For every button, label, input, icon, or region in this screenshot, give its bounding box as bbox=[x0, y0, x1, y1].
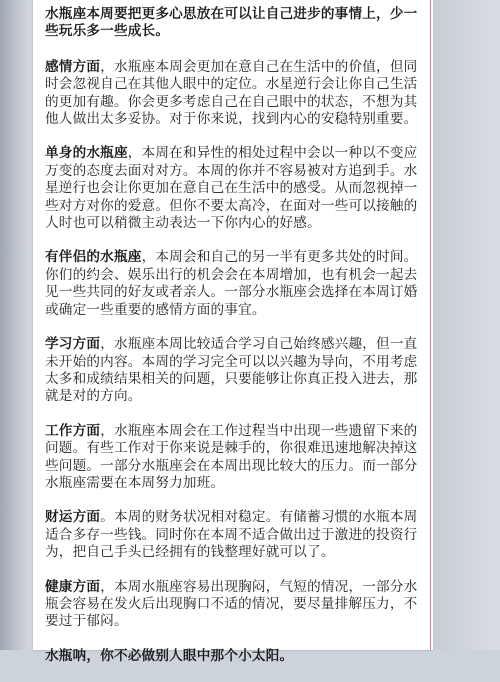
margin-line bbox=[430, 0, 431, 650]
horoscope-article bbox=[45, 6, 425, 682]
section-text: ，水瓶座本周会更加在意自己在生活中的价值，但同时会忽视自己在其他人眼中的定位。水星逆行会让你自己生活的更加有趣。你会更多考虑自己在自己眼中的状态，不想为其他人做出太多妥协。对于你来说，找到内心的安稳特别重要。 bbox=[45, 58, 418, 128]
section-lead: 健康方面 bbox=[45, 578, 101, 595]
section-work bbox=[45, 423, 425, 493]
section-text: ，水瓶座本周比较适合学习自己始终感兴趣，但一直未开始的内容。本周的学习完全可以以兴趣为导向，不用考虑太多和成绩结果相关的问题，只要能够让你真正投入进去，那就是对的方向。 bbox=[45, 336, 418, 405]
background-right bbox=[433, 0, 500, 650]
section-lead: 学习方面 bbox=[45, 336, 101, 353]
section-text: ，本周水瓶座容易出现胸闷，气短的情况，一部分水瓶会容易在发火后出现胸口不适的情况，要尽量排解压力，不要过于郁闷。 bbox=[45, 578, 418, 630]
section-study bbox=[45, 336, 425, 406]
section-partnered bbox=[45, 249, 425, 319]
section-wealth bbox=[45, 509, 425, 561]
section-text: 。本周的财务状况相对稳定。有储蓄习惯的水瓶本周适合多存一些钱。同时你在本周不适合做出过于激进的投资行为，把自己手头已经拥有的钱整理好就可以了。 bbox=[45, 509, 418, 561]
section-lead: 有伴侣的水瓶座 bbox=[45, 249, 142, 266]
section-text: ，本周会和自己的另一半有更多共处的时间。你们的约会、娱乐出行的机会会在本周增加，也有机会一起去见一些共同的好友或者亲人。一部分水瓶座会选择在本周订婚或确定一些重要的感情方面的事宜。 bbox=[45, 249, 418, 318]
headline: 水瓶座本周要把更多心思放在可以让自己进步的事情上，少一些玩乐多一些成长。 bbox=[45, 6, 418, 40]
section-health bbox=[45, 579, 425, 631]
background-left bbox=[0, 0, 33, 650]
section-lead: 单身的水瓶座 bbox=[45, 145, 128, 162]
section-text: ，水瓶座本周会在工作过程当中出现一些遗留下来的问题。有些工作对于你来说是棘手的，你很难迅速地解决掉这些问题。一部分水瓶座会在本周出现比较大的压力。而一部分水瓶座需要在本周努力加班。 bbox=[45, 422, 418, 491]
section-lead: 感情方面 bbox=[45, 58, 101, 75]
section-love bbox=[45, 59, 425, 129]
closing-line: 水瓶呐，你不必做别人眼中那个小太阳。 bbox=[45, 647, 294, 664]
section-text: ，本周在和异性的相处过程中会以一种以不变应万变的态度去面对对方。本周的你并不容易被对方追到手。水星逆行也会让你更加在意自己在生活中的感受。从而忽视掉一些对方对你的爱意。但你不要太高冷，在面对一些可以接触的人时也可以稍微主动表达一下你内心的好感。 bbox=[45, 145, 418, 232]
section-lead: 财运方面 bbox=[45, 509, 101, 526]
section-lead: 工作方面 bbox=[45, 422, 101, 439]
section-single bbox=[45, 145, 425, 232]
